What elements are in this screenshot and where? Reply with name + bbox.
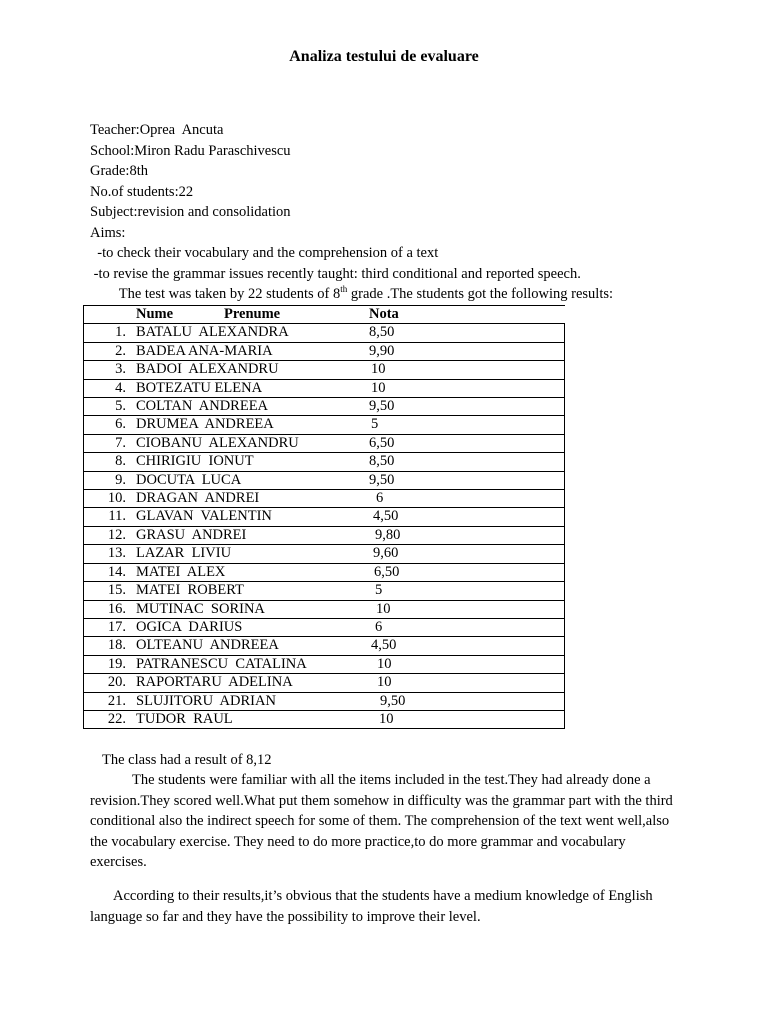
row-number: 13. [107,545,126,562]
table-cell [84,563,565,581]
student-name: BATALU ALEXANDRA [136,324,289,341]
table-body [84,324,565,729]
row-number: 16. [107,600,126,617]
table-row [84,692,565,710]
student-name: TUDOR RAUL [136,710,233,727]
intro-superscript: th [340,284,348,295]
student-name: DRAGAN ANDREI [136,490,260,507]
table-cell [84,361,565,379]
student-name: GLAVAN VALENTIN [136,508,272,525]
table-cell [84,637,565,655]
student-grade: 6 [375,618,383,635]
student-name: MATEI ALEX [136,563,226,580]
table-cell [84,655,565,673]
row-number: 6. [115,416,126,433]
table-cell [84,582,565,600]
table-cell [84,600,565,618]
student-grade: 10 [371,379,386,396]
table-cell [84,398,565,416]
table-row [84,618,565,636]
student-name: MATEI ROBERT [136,582,244,599]
intro-text-end: grade .The students got the following results: [347,286,614,302]
aims-label: Aims: [90,224,126,241]
table-row [84,471,565,489]
row-number: 4. [115,379,126,396]
table-cell [84,710,565,728]
row-number: 8. [115,453,126,470]
student-name: BOTEZATU ELENA [136,379,263,396]
table-row [84,342,565,360]
student-grade: 4,50 [371,637,397,654]
table-cell [84,342,565,360]
table-cell [84,526,565,544]
row-number: 19. [107,655,126,672]
table-row [84,490,565,508]
row-number: 18. [107,637,126,654]
paragraph-1: The students were familiar with all the items included in the test.They had already done a revision.They scored well.What put them somehow in difficulty was the grammar part with the third conditional also the indirect speech for some of them. The comprehension of the text went well,also the vocabulary exercise. They need to do more practice,to do more grammar and vocabulary exercises. [90,772,673,870]
row-number: 3. [115,361,126,378]
student-grade: 8,50 [369,453,395,470]
row-number: 15. [107,582,126,599]
student-grade: 6,50 [369,434,395,451]
table-cell [84,490,565,508]
students-line: No.of students:22 [90,183,194,200]
row-number: 21. [107,692,126,709]
student-name: DRUMEA ANDREEA [136,416,274,433]
table-header [84,306,565,324]
table-cell [84,545,565,563]
row-number: 5. [115,398,126,415]
student-grade: 10 [376,600,391,617]
table-row [84,582,565,600]
row-number: 17. [107,618,126,635]
header-nota: Nota [369,306,399,322]
class-result: The class had a result of 8,12 [102,752,272,768]
intro-line [90,284,613,305]
table-row [84,655,565,673]
student-grade: 9,60 [373,545,399,562]
table-cell [84,416,565,434]
row-number: 22. [107,710,126,727]
student-name: CHIRIGIU IONUT [136,453,254,470]
teacher-line: Teacher:Oprea Ancuta [90,122,224,138]
header-prenume: Prenume [224,306,281,322]
table-row [84,453,565,471]
table-cell [84,692,565,710]
row-number: 10. [107,490,126,507]
table-row [84,398,565,416]
student-grade: 9,90 [369,342,395,359]
student-grade: 9,50 [369,471,395,488]
table-cell [84,618,565,636]
student-grade: 5 [375,582,383,599]
table-row [84,563,565,581]
student-name: SLUJITORU ADRIAN [136,692,276,709]
table-cell [84,471,565,489]
table-row [84,379,565,397]
student-grade: 9,50 [369,398,395,415]
student-grade: 5 [371,416,379,433]
table-cell [84,453,565,471]
table-cell [84,324,565,342]
student-name: CIOBANU ALEXANDRU [136,434,299,451]
aim-1: -to check their vocabulary and the comprehension of a text [90,245,439,261]
student-name: BADEA ANA-MARIA [136,342,273,359]
student-name: RAPORTARU ADELINA [136,674,293,691]
row-number: 14. [107,563,126,580]
row-number: 12. [107,526,126,543]
row-number: 11. [108,508,126,525]
table-cell [84,674,565,692]
student-grade: 10 [377,674,392,691]
row-number: 2. [115,342,126,359]
table-row [84,416,565,434]
paragraph-2: According to their results,it’s obvious that the students have a medium knowledge of English language so far and they have the possibility to improve their level. [90,888,653,925]
student-grade: 9,50 [380,692,406,709]
student-grade: 6,50 [374,563,400,580]
student-name: DOCUTA LUCA [136,471,242,488]
table-row [84,508,565,526]
student-grade: 9,80 [375,526,401,543]
grade-line: Grade:8th [90,163,148,179]
row-number: 20. [107,674,126,691]
student-grade: 10 [379,710,394,727]
student-name: OGICA DARIUS [136,618,243,635]
header-info [90,120,613,305]
row-number: 7. [115,434,126,451]
student-name: PATRANESCU CATALINA [136,655,307,672]
row-number: 1. [115,324,126,341]
student-name: GRASU ANDREI [136,526,247,543]
student-name: MUTINAC SORINA [136,600,265,617]
table-row [84,674,565,692]
student-grade: 8,50 [369,324,395,341]
student-name: COLTAN ANDREEA [136,398,269,415]
student-name: LAZAR LIVIU [136,545,232,562]
table-cell [84,508,565,526]
document-title: Analiza testului de evaluare [289,48,479,65]
table-row [84,434,565,452]
table-row [84,361,565,379]
student-name: OLTEANU ANDREEA [136,637,279,654]
table-cell [84,379,565,397]
row-number: 9. [115,471,126,488]
student-name: BADOI ALEXANDRU [136,361,279,378]
subject-line: Subject:revision and consolidation [90,204,291,220]
student-grade: 4,50 [373,508,399,525]
table-row [84,545,565,563]
table-row [84,324,565,342]
table-row [84,710,565,728]
student-grade: 10 [371,361,386,378]
table-row [84,600,565,618]
table-header-row [84,306,565,324]
aim-2: -to revise the grammar issues recently taught: third conditional and reported speech. [90,265,581,282]
header-nume: Nume [136,306,174,322]
student-grade: 10 [377,655,392,672]
table-cell [84,434,565,452]
school-line: School:Miron Radu Paraschivescu [90,142,291,159]
table-row [84,526,565,544]
results-table [83,305,565,729]
intro-text: The test was taken by 22 students of 8 [90,286,341,302]
student-grade: 6 [376,490,384,507]
table-row [84,637,565,655]
